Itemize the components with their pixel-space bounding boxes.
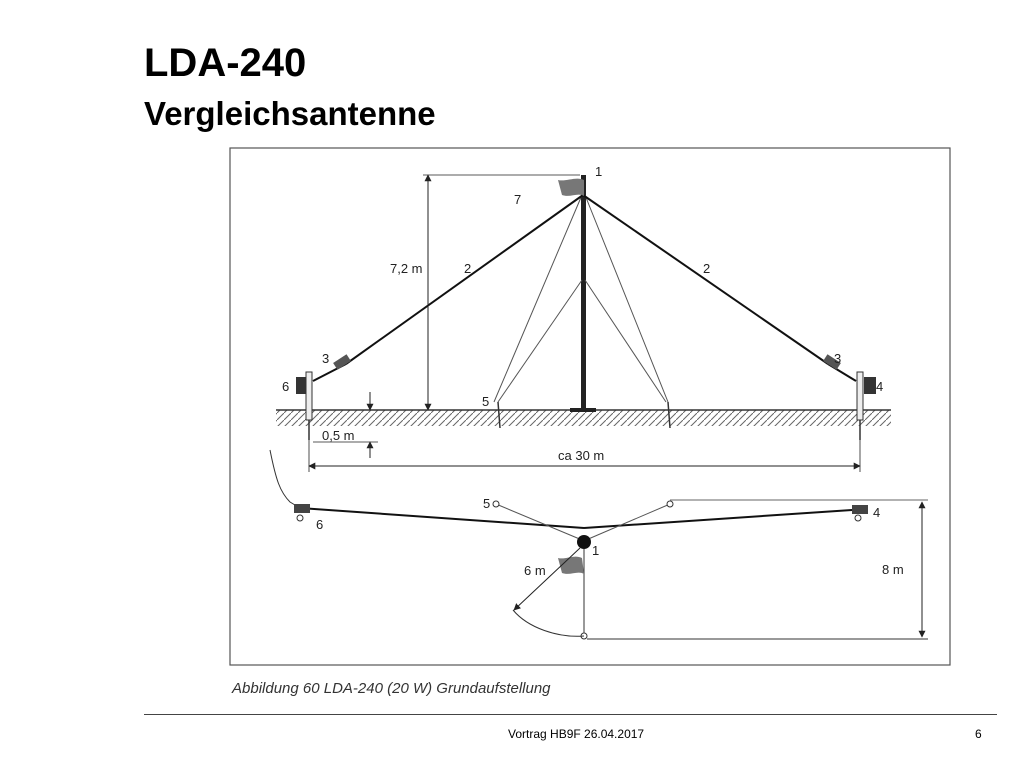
antenna-setup-figure bbox=[228, 140, 958, 710]
height-label: 7,2 m bbox=[390, 261, 423, 276]
top-label-guy-stake: 5 bbox=[483, 496, 491, 511]
top-guy-stake-left bbox=[493, 501, 499, 507]
slide-title: LDA-240 bbox=[144, 41, 307, 85]
figure-caption: Abbildung 60 LDA-240 (20 W) Grundaufstellung bbox=[232, 680, 551, 697]
guy-radius-arc bbox=[513, 610, 584, 636]
anchor-stake-right bbox=[857, 372, 863, 420]
anchor-block-right bbox=[864, 377, 876, 394]
ground-hatch bbox=[276, 410, 891, 426]
label-guy-rope: 7 bbox=[514, 192, 522, 207]
page-number: 6 bbox=[975, 727, 982, 741]
mast bbox=[581, 175, 586, 411]
feed-line bbox=[270, 450, 300, 508]
footer-rule bbox=[144, 714, 997, 715]
label-insulator-left: 3 bbox=[322, 351, 330, 366]
antenna-wire-right bbox=[583, 195, 828, 364]
depth-label: 0,5 m bbox=[322, 428, 355, 443]
top-anchor-right bbox=[852, 505, 868, 514]
top-anchor-left bbox=[294, 504, 310, 513]
top-wire-left bbox=[300, 508, 584, 528]
label-guy-stake: 5 bbox=[482, 394, 490, 409]
top-label-mast: 1 bbox=[592, 543, 600, 558]
label-wire-left: 2 bbox=[464, 261, 472, 276]
footer-text: Vortrag HB9F 26.04.2017 bbox=[508, 727, 645, 741]
label-insulator-right: 3 bbox=[834, 351, 842, 366]
span-label: ca 30 m bbox=[558, 448, 605, 463]
slide-subtitle: Vergleichsantenne bbox=[144, 95, 436, 132]
top-wire-right bbox=[584, 510, 852, 528]
label-mast: 1 bbox=[595, 164, 603, 179]
label-anchor-right: 4 bbox=[876, 379, 884, 394]
anchor-block-left bbox=[296, 377, 306, 394]
figure-frame bbox=[230, 148, 950, 665]
mast-top-feature bbox=[558, 179, 584, 196]
antenna-wire-left bbox=[346, 195, 583, 364]
guy-radius-arrow bbox=[514, 548, 580, 610]
top-label-anchor-right: 4 bbox=[873, 505, 881, 520]
top-label-anchor-left: 6 bbox=[316, 517, 324, 532]
label-wire-right: 2 bbox=[703, 261, 711, 276]
insulator-left bbox=[333, 354, 351, 369]
top-guy-stake-right bbox=[667, 501, 673, 507]
offset-label: 8 m bbox=[882, 562, 904, 577]
anchor-stake-left bbox=[306, 372, 312, 420]
antenna-setup-diagram bbox=[228, 140, 958, 710]
top-mast bbox=[577, 535, 591, 549]
guy-radius-label: 6 m bbox=[524, 563, 546, 578]
label-anchor-left: 6 bbox=[282, 379, 290, 394]
